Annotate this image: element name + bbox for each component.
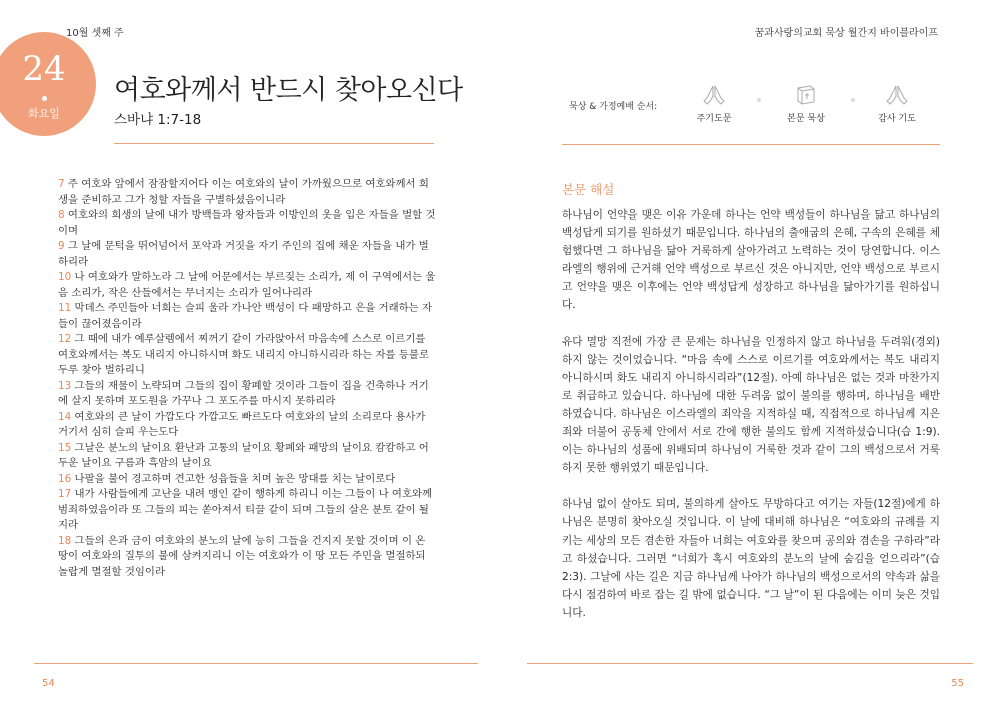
praying-hands-icon <box>884 84 910 106</box>
verse-number: 7 <box>58 178 65 190</box>
verse-number: 10 <box>58 271 72 283</box>
worship-step-label: 본문 묵상 <box>787 114 825 124</box>
bible-book-icon <box>793 84 819 106</box>
footer-divider-right <box>527 663 973 664</box>
day-number: 24 <box>22 49 66 89</box>
verse <box>58 301 436 332</box>
verse <box>58 410 436 441</box>
verse-number: 15 <box>58 441 72 454</box>
verse <box>58 177 436 208</box>
verse-number: 18 <box>58 534 72 547</box>
verse-text: 주 여호와 앞에서 잠잠할지어다 이는 여호와의 날이 가까웠으므로 여호와께서 희생을 준비하고 그가 청할 자들을 구별하셨음이니라 <box>58 178 429 206</box>
verse-number: 13 <box>58 379 72 392</box>
title-divider <box>114 143 434 144</box>
worship-step-label: 주기도문 <box>696 114 732 124</box>
verse-text: 그 날에 문턱을 뛰어넘어서 포악과 거짓을 자기 주인의 집에 채운 자들을 내가 벌하리라 <box>58 240 429 268</box>
step-separator-dot <box>757 98 761 102</box>
verse-number: 12 <box>58 333 72 345</box>
verse <box>58 472 436 488</box>
verse <box>58 487 436 534</box>
verse <box>58 379 436 410</box>
verse-text: 그 때에 내가 예루살렘에서 찌꺼기 같이 가라앉아서 마음속에 스스로 이르기를 여호와께서는 복도 내리지 아니하시며 화도 내리지 아니하시리라 하는 자를 등불로 두루 찾아 벌하리니 <box>58 333 429 376</box>
verse <box>58 270 436 301</box>
worship-step-meditation <box>771 84 841 124</box>
commentary-body <box>562 206 940 640</box>
commentary-paragraph: 유다 멸망 직전에 가장 큰 문제는 하나님을 인정하지 않고 하나님을 두려워(경외)하지 않는 것이었습니다. “마음 속에 스스로 이르기를 여호와께서는 복도 내리지 아니하시며 화도 내리지 아니하시리라”(12절). 아예 하나님은 없는 것과 마찬가지로 취급하고 있습니다. 하나님에 대한 두려움 없이 불의를 행하며, 하나님을 배반하였습니다. 하나님은 이스라엘의 죄악을 지적하실 때, 직접적으로 하나님께 지은 죄와 더불어 공동체 안에서 서로 간에 행한 불의도 함께 지적하셨습니다(습 1:9). 이는 하나님의 성품에 위배되며 하나님이 거룩한 것과 같이 그의 백성으로서 거룩하지 못한 행위였기 때문입니다. <box>562 335 940 475</box>
page-title: 여호와께서 반드시 찾아오신다 <box>114 75 463 106</box>
praying-hands-icon <box>701 84 727 106</box>
step-separator-dot <box>851 98 855 102</box>
verse <box>58 441 436 472</box>
worship-step-lords-prayer <box>679 84 749 124</box>
scripture-text <box>58 177 436 580</box>
verse-number: 16 <box>58 472 72 485</box>
verse-text: 나 여호와가 말하노라 그 날에 어문에서는 부르짖는 소리가, 제 이 구역에서는 울음 소리가, 작은 산들에서는 무너지는 소리가 일어나리라 <box>58 271 436 299</box>
footer-divider-left <box>34 663 478 664</box>
worship-step-thanksgiving <box>862 84 932 124</box>
verse-text: 내가 사람들에게 고난을 내려 맹인 같이 행하게 하리니 이는 그들이 나 여호와께 범죄하였음이라 또 그들의 피는 쏟아져서 티끌 같이 되며 그들의 살은 분토 같이 될지라 <box>58 488 433 531</box>
verse-text: 그들의 재물이 노략되며 그들의 집이 황폐할 것이라 그들이 집을 건축하나 거기에 살지 못하며 포도원을 가꾸나 그 포도주를 마시지 못하리라 <box>58 379 429 407</box>
worship-order-label: 묵상 & 가정예배 순서: <box>569 102 658 112</box>
page-number-right: 55 <box>951 678 964 689</box>
verse-number: 17 <box>58 488 72 500</box>
running-header-left: 10월 셋째 주 <box>66 28 124 39</box>
verse-text: 여호와의 희생의 날에 내가 방백들과 왕자들과 이방인의 옷을 입은 자들을 벌할 것이며 <box>58 209 436 237</box>
verse-number: 8 <box>58 209 65 221</box>
verse-text: 여호와의 큰 날이 가깝도다 가깝고도 빠르도다 여호와의 날의 소리로다 용사가 거기서 심히 슬피 우는도다 <box>58 410 426 438</box>
scripture-reference: 스바냐 1:7-18 <box>114 112 202 128</box>
verse-number: 14 <box>58 410 72 423</box>
worship-step-label: 감사 기도 <box>878 114 916 124</box>
commentary-paragraph: 하나님이 언약을 맺은 이유 가운데 하나는 언약 백성들이 하나님을 닮고 하나님의 백성답게 되기를 원하셨기 때문입니다. 하나님의 출애굽의 은혜, 구속의 은혜를 체험했다면 그 하나님을 닮아 거룩하게 살아가려고 노력하는 것이 당연합니다. 이스라엘의 행위에 근거해 언약 백성으로 부르신 것은 아니지만, 언약 백성으로 부르시고 언약을 맺은 이후에는 언약 백성답게 성장하고 하나님을 닮아가기를 원하십니다. <box>562 209 940 312</box>
date-separator-dot <box>42 96 47 101</box>
verse-text: 그날은 분노의 날이요 환난과 고통의 날이요 황폐와 패망의 날이요 캄캄하고 어두운 날이요 구름과 흑암의 날이요 <box>58 441 429 469</box>
verse-number: 9 <box>58 240 65 252</box>
verse-text: 그들의 은과 금이 여호와의 분노의 날에 능히 그들을 건지지 못할 것이며 이 온 땅이 여호와의 질투의 불에 삼켜지리니 이는 여호와가 이 땅 모든 주민을 멸절하되 놀랍게 멸절할 것임이라 <box>58 534 426 578</box>
running-header-right: 꿈과사랑의교회 묵상 월간지 바이블라이프 <box>754 28 938 39</box>
weekday-label: 화요일 <box>28 107 60 120</box>
verse-number: 11 <box>58 302 72 314</box>
commentary-paragraph: 하나님 없이 살아도 되며, 불의하게 살아도 무방하다고 여기는 자들(12절)에게 하나님은 분명히 찾아오실 것입니다. 이 날에 대비해 하나님은 “여호와의 규례를 지키는 세상의 모든 겸손한 자들아 너희는 여호와를 찾으며 공의와 겸손을 구하라”라고 하셨습니다. 그러면 “너희가 혹시 여호와의 분노의 날에 숨김을 얻으리라”(습 2:3). 그날에 사는 길은 지금 하나님께 나아가 하나님의 백성으로서의 약속과 삶을 다시 점검하여 바로 잡는 길 밖에 없습니다. “그 날”이 된 다음에는 이미 늦은 것입니다. <box>562 498 940 619</box>
verse <box>58 332 436 379</box>
worship-divider <box>562 144 940 145</box>
verse-text: 막데스 주민들아 너희는 슬피 울라 가나안 백성이 다 패망하고 은을 거래하는 자들이 끊어졌음이라 <box>58 302 433 330</box>
date-badge <box>0 32 96 136</box>
verse-text: 나팔을 불어 경고하며 견고한 성읍들을 치며 높은 망대를 치는 날이로다 <box>71 472 396 485</box>
commentary-heading: 본문 해설 <box>562 182 615 197</box>
page-number-left: 54 <box>42 678 55 689</box>
verse <box>58 534 436 581</box>
verse <box>58 208 436 239</box>
verse <box>58 239 436 270</box>
